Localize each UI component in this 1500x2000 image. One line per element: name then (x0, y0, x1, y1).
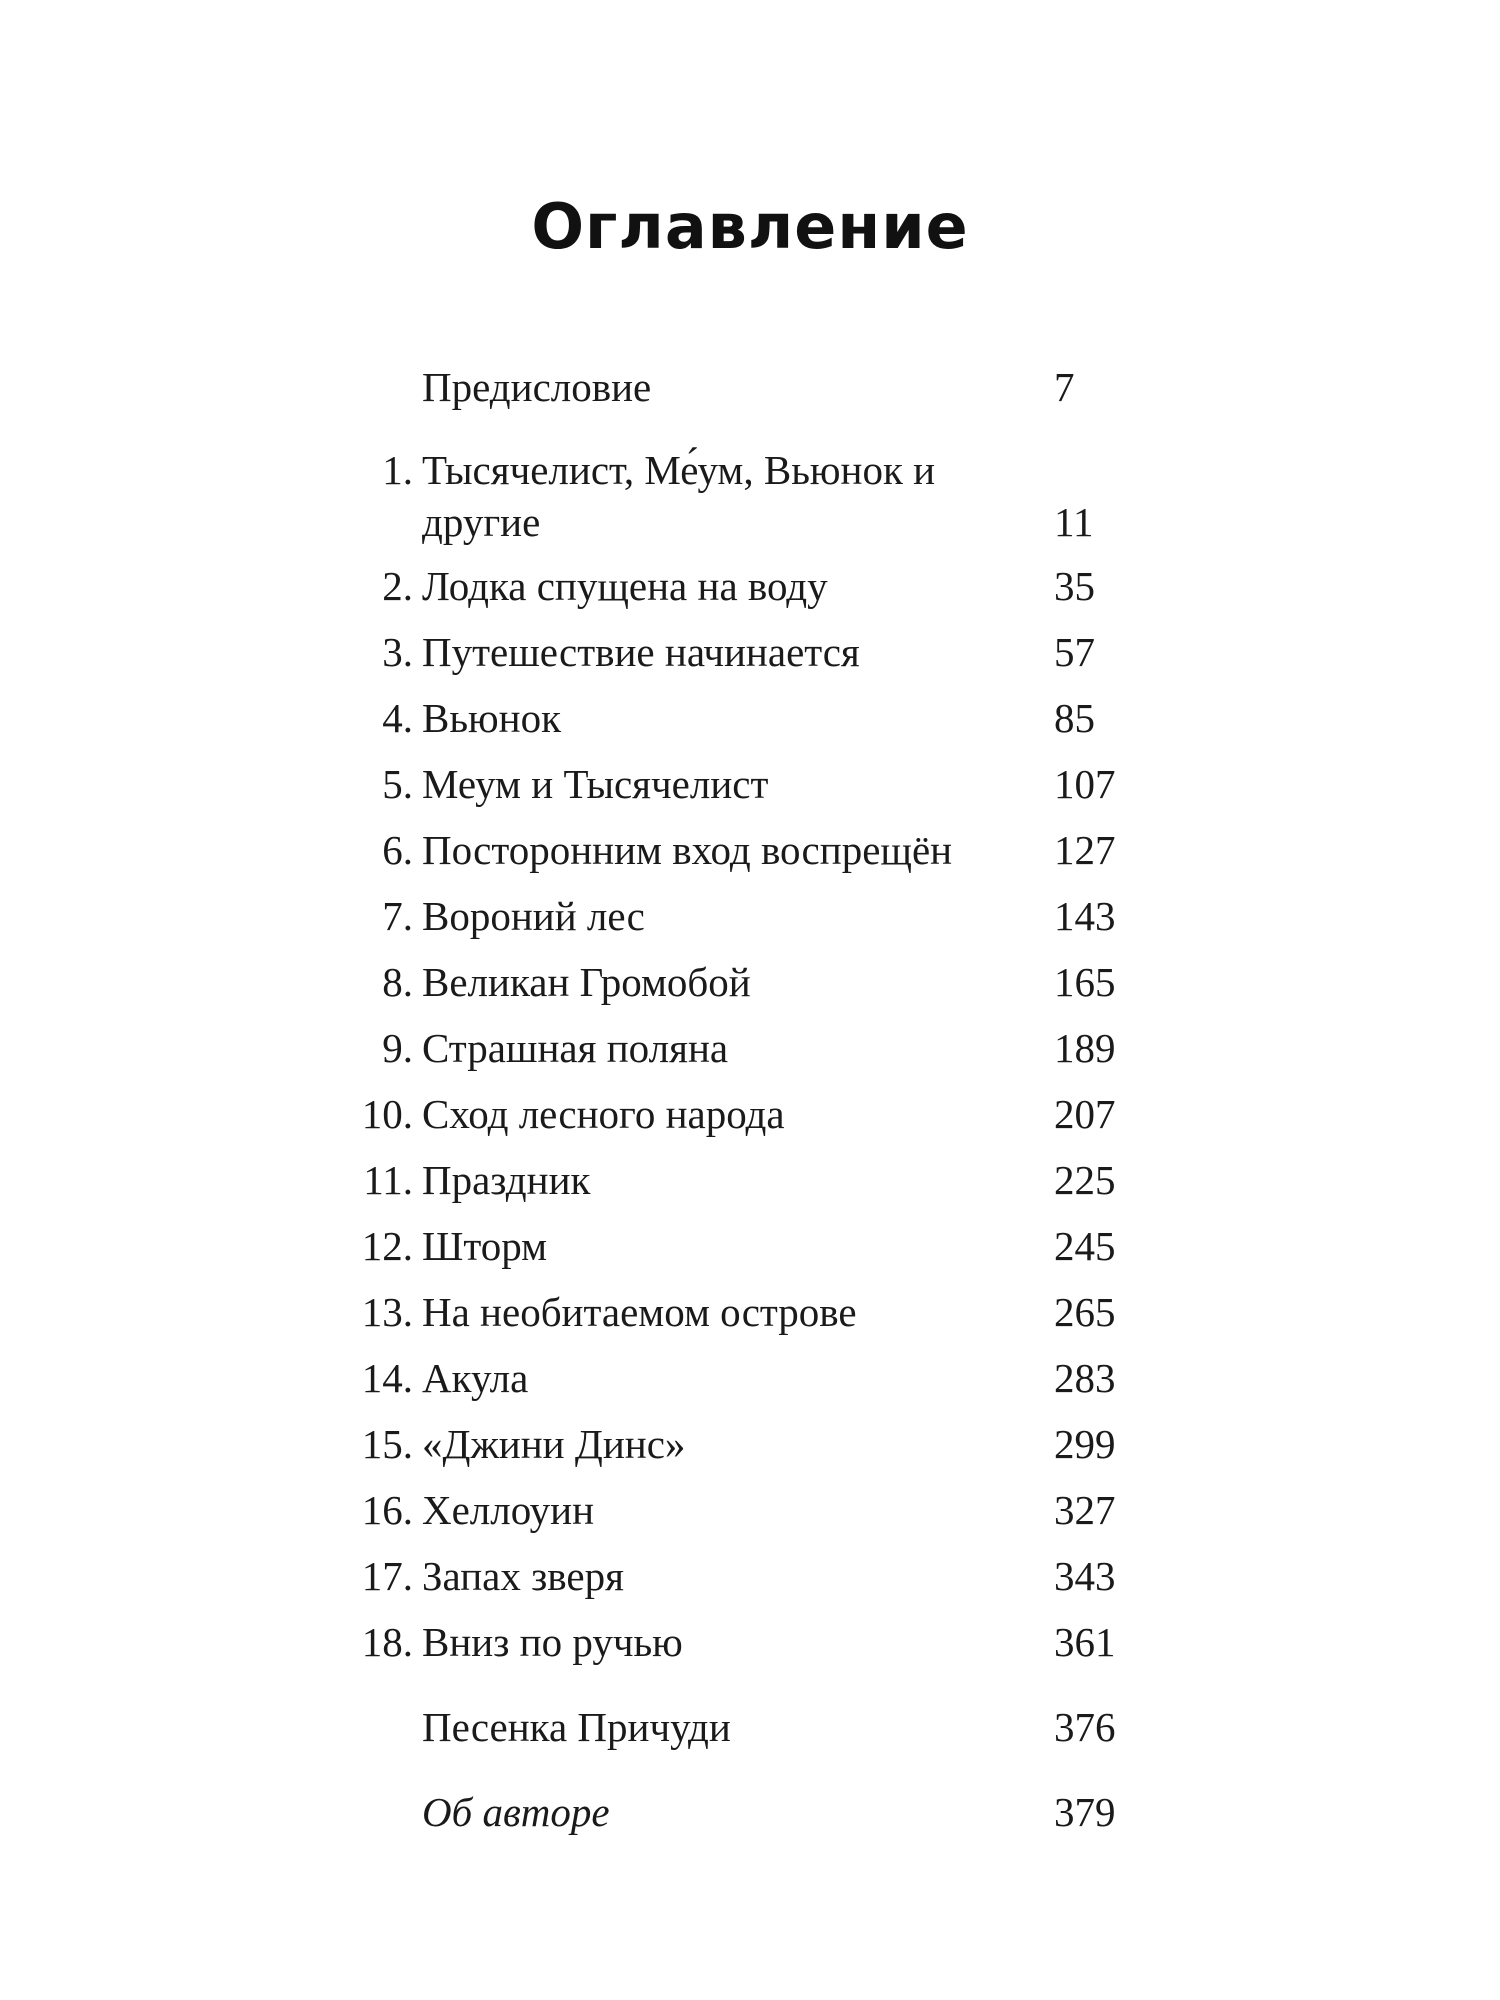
toc-entry-chapter-5[interactable] (0, 754, 1500, 814)
toc-entry-page: 225 (1054, 1157, 1116, 1203)
toc-entry-page: 379 (1054, 1789, 1116, 1835)
toc-entry-chapter-11[interactable] (0, 1150, 1500, 1210)
toc-entry-number: 13. (361, 1289, 413, 1335)
toc-entry-title: Вниз по ручью (422, 1619, 683, 1665)
toc-entry-number: 9. (382, 1025, 413, 1071)
toc-entry-title: Праздник (422, 1157, 591, 1203)
toc-entry-title: Меум и Тысячелист (422, 761, 769, 807)
toc-entry-page: 299 (1054, 1421, 1116, 1467)
toc-entry-title: Предисловие (422, 364, 652, 410)
toc-entry-title: Шторм (422, 1223, 548, 1269)
toc-entry-title: Вороний лес (422, 893, 645, 939)
toc-entry-page: 265 (1054, 1289, 1116, 1335)
toc-entry-song[interactable] (0, 1697, 1500, 1757)
toc-entry-page: 327 (1054, 1487, 1116, 1533)
toc-entry-title: На необитаемом острове (422, 1289, 857, 1335)
toc-entry-page: 143 (1054, 893, 1116, 939)
toc-entry-number: 3. (382, 629, 413, 675)
toc-entry-chapter-8[interactable] (0, 952, 1500, 1012)
toc-entry-title: Страшная поляна (422, 1025, 729, 1071)
toc-entry-page: 165 (1054, 959, 1116, 1005)
toc-entry-page: 361 (1054, 1619, 1116, 1665)
toc-entry-about-author[interactable] (0, 1782, 1500, 1842)
toc-entry-chapter-9[interactable] (0, 1018, 1500, 1078)
toc-entry-title: Об авторе (422, 1789, 610, 1835)
toc-entry-number: 7. (382, 893, 413, 939)
toc-entry-page: 376 (1054, 1704, 1116, 1750)
toc-entry-page: 85 (1054, 695, 1095, 741)
toc-entry-number: 10. (361, 1091, 413, 1137)
toc-entry-number: 14. (361, 1355, 413, 1401)
toc-entry-title: Вьюнок (422, 695, 562, 741)
toc-entry-chapter-18[interactable] (0, 1612, 1500, 1672)
toc-entry-number: 5. (382, 761, 413, 807)
toc-entry-page: 107 (1054, 761, 1116, 807)
toc-entry-chapter-2[interactable] (0, 556, 1500, 616)
toc-entry-number: 17. (361, 1553, 413, 1599)
toc-entry-title: Сход лесного народа (422, 1091, 785, 1137)
toc-entry-chapter-14[interactable] (0, 1348, 1500, 1408)
toc-entry-chapter-3[interactable] (0, 622, 1500, 682)
toc-entry-chapter-12[interactable] (0, 1216, 1500, 1276)
toc-entry-page: 57 (1054, 629, 1095, 675)
toc-entry-title: Путешествие начинается (422, 629, 860, 675)
toc-entry-chapter-6[interactable] (0, 820, 1500, 880)
toc-entry-number: 16. (361, 1487, 413, 1533)
toc-entry-page: 207 (1054, 1091, 1116, 1137)
toc-entry-number: 12. (361, 1223, 413, 1269)
toc-entry-chapter-17[interactable] (0, 1546, 1500, 1606)
toc-entry-title: Акула (422, 1355, 529, 1401)
toc-entry-page: 189 (1054, 1025, 1116, 1071)
toc-entry-number: 18. (361, 1619, 413, 1665)
toc-entry-chapter-13[interactable] (0, 1282, 1500, 1342)
toc-entry-number: 8. (382, 959, 413, 1005)
toc-entry-chapter-16[interactable] (0, 1480, 1500, 1540)
toc-entry-number: 15. (361, 1421, 413, 1467)
toc-entry-page: 283 (1054, 1355, 1116, 1401)
toc-entry-number: 1. (382, 447, 413, 493)
toc-entry-number: 6. (382, 827, 413, 873)
toc-entry-foreword[interactable] (0, 357, 1500, 417)
toc-entry-number: 4. (382, 695, 413, 741)
toc-entry-page: 245 (1054, 1223, 1116, 1269)
toc-entry-title: Великан Громобой (422, 959, 751, 1005)
toc-entry-page: 343 (1054, 1553, 1116, 1599)
toc-entry-chapter-15[interactable] (0, 1414, 1500, 1474)
toc-entry-title: «Джини Динс» (422, 1421, 686, 1467)
toc-entry-chapter-10[interactable] (0, 1084, 1500, 1144)
toc-entry-title: Песенка Причуди (422, 1704, 731, 1750)
toc-entry-title: Тысячелист, Ме́ум, Вьюнок и другие (422, 447, 936, 545)
toc-entry-title: Лодка спущена на воду (422, 563, 828, 609)
toc-entry-page: 35 (1054, 563, 1095, 609)
toc-entry-number: 2. (382, 563, 413, 609)
toc-entry-chapter-1[interactable] (0, 440, 1500, 555)
toc-entry-page: 11 (1054, 499, 1094, 545)
toc-entry-page: 127 (1054, 827, 1116, 873)
toc-entry-chapter-7[interactable] (0, 886, 1500, 946)
toc-entry-title: Посторонним вход воспрещён (422, 827, 953, 873)
page-title: Оглавление (531, 190, 969, 263)
toc-entry-number: 11. (363, 1157, 413, 1203)
toc-entry-page: 7 (1054, 364, 1075, 410)
toc-entry-chapter-4[interactable] (0, 688, 1500, 748)
toc-entry-title: Хеллоуин (422, 1487, 595, 1533)
toc-entry-title: Запах зверя (422, 1553, 624, 1599)
